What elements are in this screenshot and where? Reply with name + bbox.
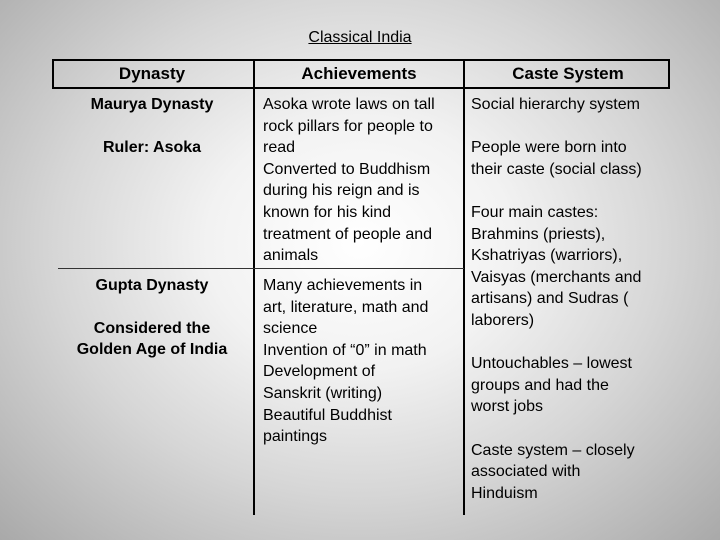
caste-line: Four main castes: bbox=[471, 203, 599, 221]
gupta-achievement-line: paintings bbox=[263, 428, 328, 446]
caste-line: Social hierarchy system bbox=[471, 96, 640, 113]
gupta-achievement-line: Many achievements in bbox=[263, 277, 423, 294]
gupta-achievement-line: science bbox=[263, 320, 318, 338]
gupta-note-line-1: Considered the bbox=[93, 319, 211, 337]
maurya-achievement-line: treatment of people and bbox=[263, 225, 433, 243]
caste-line: Untouchables – lowest bbox=[471, 355, 632, 373]
gupta-achievement-line: Beautiful Buddhist bbox=[263, 406, 392, 424]
column-divider-1 bbox=[253, 59, 255, 515]
gupta-achievements-cell bbox=[263, 275, 463, 448]
maurya-name: Maurya Dynasty bbox=[90, 96, 214, 113]
caste-line: their caste (social class) bbox=[471, 160, 642, 178]
table-top-border bbox=[52, 59, 670, 61]
page-title: Classical India bbox=[308, 29, 412, 46]
gupta-achievement-line: Development of bbox=[263, 363, 376, 381]
gupta-name: Gupta Dynasty bbox=[95, 277, 209, 294]
caste-line: groups and had the bbox=[471, 376, 609, 394]
gupta-dynasty-cell bbox=[52, 275, 252, 361]
maurya-achievement-line: animals bbox=[263, 247, 319, 265]
gupta-achievement-line: Invention of “0” in math bbox=[263, 341, 427, 359]
header-caste-system: Caste System bbox=[512, 64, 624, 83]
gupta-note-line-2: Golden Age of India bbox=[76, 341, 228, 359]
maurya-achievement-line: Asoka wrote laws on tall bbox=[263, 96, 435, 113]
caste-line: Caste system – closely bbox=[471, 441, 635, 459]
row-divider bbox=[58, 268, 464, 269]
maurya-achievement-line: read bbox=[263, 139, 296, 157]
header-bottom-border bbox=[52, 87, 670, 89]
caste-spacer bbox=[471, 418, 670, 440]
caste-line: Hinduism bbox=[471, 484, 538, 502]
caste-line: Kshatriyas (warriors), bbox=[471, 247, 623, 265]
caste-line: artisans) and Sudras ( bbox=[471, 290, 629, 308]
header-right-border bbox=[668, 59, 670, 89]
caste-line: worst jobs bbox=[471, 398, 544, 416]
maurya-achievement-line: Converted to Buddhism bbox=[263, 160, 431, 178]
header-achievements: Achievements bbox=[301, 64, 417, 83]
column-divider-2 bbox=[463, 59, 465, 515]
maurya-dynasty-cell bbox=[52, 94, 252, 158]
maurya-achievement-line: rock pillars for people to bbox=[263, 117, 433, 135]
caste-line: associated with bbox=[471, 463, 581, 481]
header-left-border bbox=[52, 59, 54, 89]
caste-spacer bbox=[471, 180, 670, 202]
caste-line: laborers) bbox=[471, 311, 535, 329]
caste-system-cell bbox=[471, 94, 670, 504]
caste-spacer bbox=[471, 116, 670, 138]
gupta-achievement-line: art, literature, math and bbox=[263, 298, 429, 316]
maurya-achievement-line: during his reign and is bbox=[263, 182, 420, 200]
maurya-achievements-cell bbox=[263, 94, 463, 267]
header-dynasty: Dynasty bbox=[118, 64, 186, 83]
maurya-ruler: Ruler: Asoka bbox=[102, 138, 202, 156]
caste-spacer bbox=[471, 332, 670, 354]
maurya-achievement-line: known for his kind bbox=[263, 203, 392, 221]
caste-line: Brahmins (priests), bbox=[471, 225, 606, 243]
caste-line: People were born into bbox=[471, 139, 627, 157]
gupta-achievement-line: Sanskrit (writing) bbox=[263, 384, 383, 402]
caste-line: Vaisyas (merchants and bbox=[471, 268, 642, 286]
